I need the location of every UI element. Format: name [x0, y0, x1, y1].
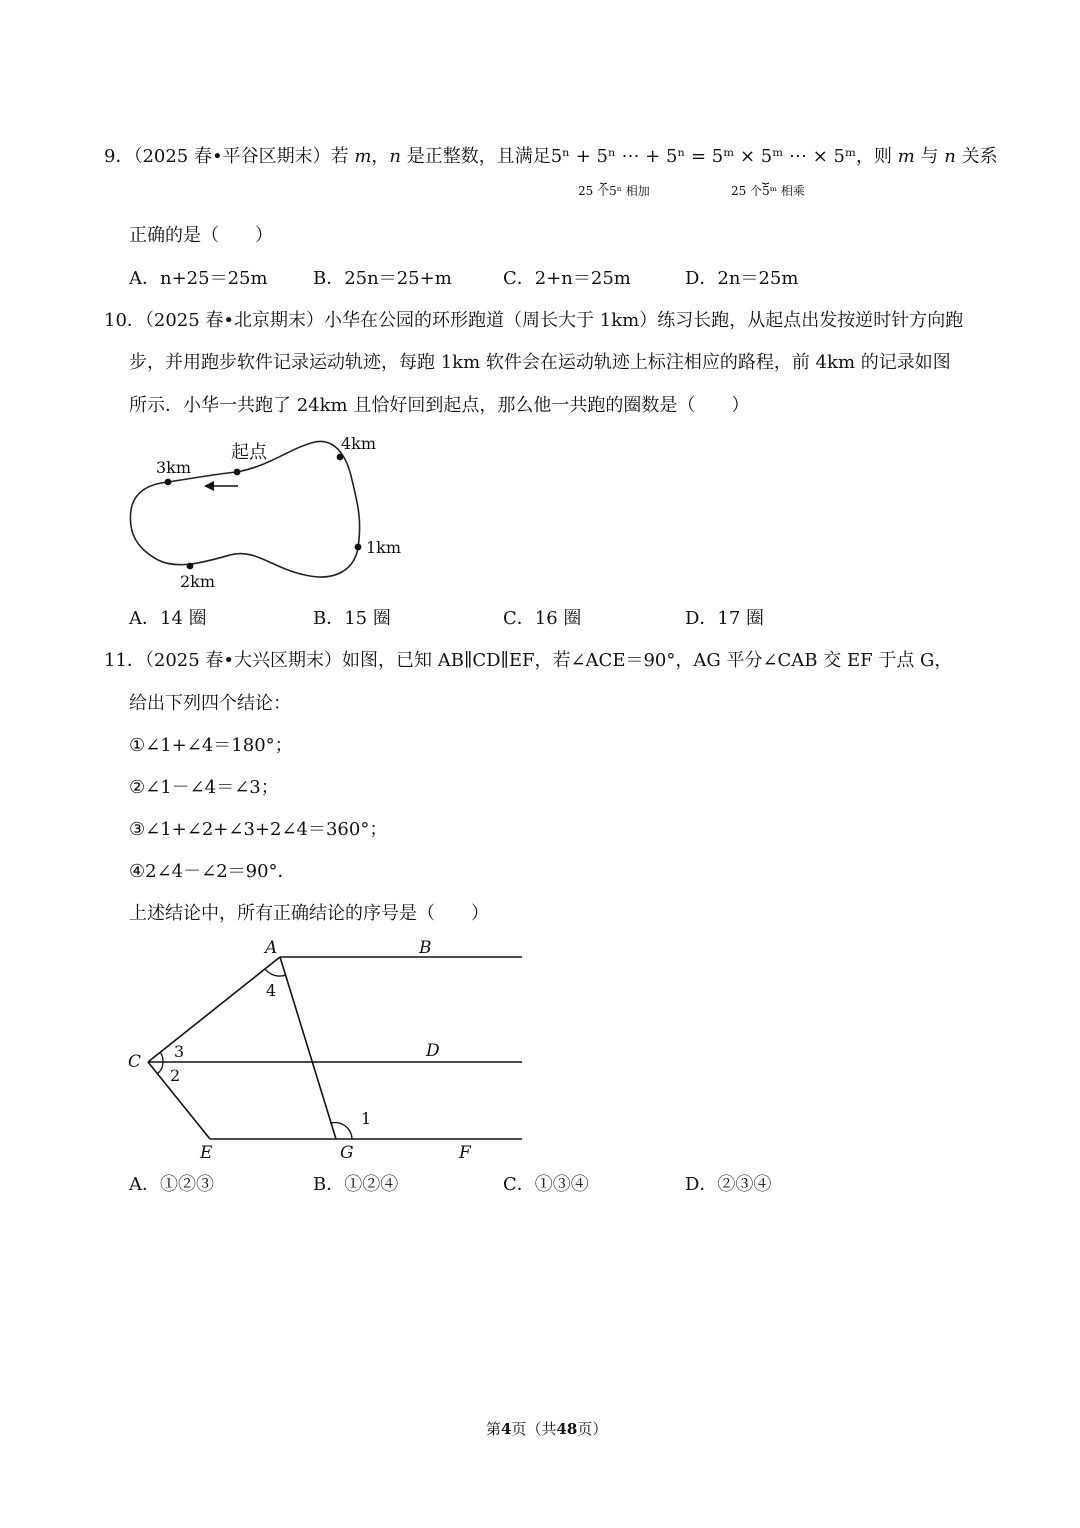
q9-stem-line2: 正确的是（ ） [129, 225, 273, 246]
q9-brace-left-icon: ⏟ [600, 170, 608, 184]
q11-option-c: C．①③④ [503, 1174, 589, 1195]
angle-1-label: 1 [361, 1109, 372, 1128]
angle-2-label: 2 [170, 1066, 181, 1085]
point-f-label: F [459, 1143, 471, 1163]
km3-point [165, 479, 172, 486]
q9-equation-right: 5ᵐ × 5ᵐ ⋯ × 5ᵐ [711, 146, 857, 167]
start-point [234, 469, 241, 476]
angle-4-arc [265, 969, 286, 976]
km4-point [337, 454, 344, 461]
q9-brace-right-label: 25 个5ᵐ 相乘 [731, 184, 805, 198]
angle-4-label: 4 [266, 981, 277, 1000]
q11-option-b: B．①②④ [313, 1174, 399, 1195]
q9-equation-equals: = [685, 146, 712, 167]
q11-option-a: A．①②③ [129, 1174, 214, 1195]
label-1km: 1km [366, 538, 402, 557]
q10-stem-line1: 10．（2025 春•北京期末）小华在公园的环形跑道（周长大于 1km）练习长跑，从起点出发按逆时针方向跑 [104, 310, 964, 331]
label-4km: 4km [341, 434, 377, 453]
footer-page-number: 4 [501, 1420, 512, 1438]
angle-3-label: 3 [174, 1042, 185, 1061]
q9-option-b: B．25n＝25+m [313, 268, 452, 289]
q9-option-d: D．2n＝25m [685, 268, 799, 289]
var-m: m [897, 146, 915, 167]
q9-brace-right-icon: ⏟ [762, 170, 770, 184]
start-label: 起点 [231, 442, 267, 463]
q10-option-a: A．14 圈 [129, 608, 207, 629]
q9-option-c: C．2+n＝25m [503, 268, 631, 289]
arrow-head-icon [204, 481, 214, 491]
q10-option-c: C．16 圈 [503, 608, 582, 629]
sep: ， [371, 146, 390, 167]
q11-conclusion-4: ④2∠4－∠2＝90°． [129, 861, 296, 882]
km1-point [355, 544, 362, 551]
q11-stem-line2: 给出下列四个结论： [129, 693, 291, 714]
q9-stem-suffix: 关系 [955, 146, 998, 167]
segment-ca [148, 957, 280, 1062]
q9-brace-left-label: 25 个5ⁿ 相加 [578, 184, 650, 198]
q10-track-figure [130, 434, 401, 591]
point-b-label: B [419, 938, 432, 958]
footer-post: 页） [577, 1420, 608, 1438]
q11-conclusion-2: ②∠1－∠4＝∠3； [129, 777, 279, 798]
footer-total-pages: 48 [556, 1420, 578, 1438]
point-c-label: C [128, 1052, 142, 1072]
q11-conclusion-1: ①∠1+∠4＝180°； [129, 735, 293, 756]
point-g-label: G [340, 1143, 354, 1163]
segment-ag [280, 957, 336, 1139]
q9-option-a: A．n+25＝25m [129, 268, 268, 289]
q9-stem-prefix: 9．（2025 春•平谷区期末）若 [104, 146, 355, 167]
footer-mid: 页（共 [511, 1420, 557, 1438]
q10-stem-line3: 所示．小华一共跑了 24km 且恰好回到起点，那么他一共跑的圈数是（ ） [129, 395, 750, 416]
q11-conclusion-3: ③∠1+∠2+∠3+2∠4＝360°； [129, 819, 388, 840]
label-2km: 2km [180, 572, 216, 591]
q10-stem-line2: 步，并用跑步软件记录运动轨迹，每跑 1km 软件会在运动轨迹上标注相应的路程，前 4km 的记录如图 [129, 352, 951, 373]
q9-stem-and: 与 [914, 146, 945, 167]
point-a-label: A [265, 938, 278, 958]
q11-question: 上述结论中，所有正确结论的序号是（ ） [129, 903, 489, 924]
q11-geometry-figure [128, 938, 522, 1163]
angle-2-arc [157, 1062, 163, 1074]
q9-stem-mid: 是正整数，且满足 [401, 146, 551, 167]
footer-pre: 第 [486, 1420, 502, 1438]
q11-stem-line1: 11．（2025 春•大兴区期末）如图，已知 AB∥CD∥EF，若∠ACE＝90°，AG 平分∠CAB 交 EF 于点 G， [104, 650, 953, 671]
angle-3-arc [160, 1052, 163, 1062]
q11-option-d: D．②③④ [685, 1174, 772, 1195]
q9-stem-then: ，则 [856, 146, 898, 167]
label-3km: 3km [156, 458, 192, 477]
km2-point [187, 563, 194, 570]
point-d-label: D [426, 1041, 440, 1061]
var-n: n [944, 146, 956, 167]
q10-option-b: B．15 圈 [313, 608, 391, 629]
q10-option-d: D．17 圈 [685, 608, 765, 629]
q9-equation-left: 5ⁿ + 5ⁿ ⋯ + 5ⁿ [550, 146, 686, 167]
var-n: n [389, 146, 401, 167]
var-m: m [354, 146, 372, 167]
point-e-label: E [200, 1143, 213, 1163]
page-footer [486, 1418, 607, 1439]
